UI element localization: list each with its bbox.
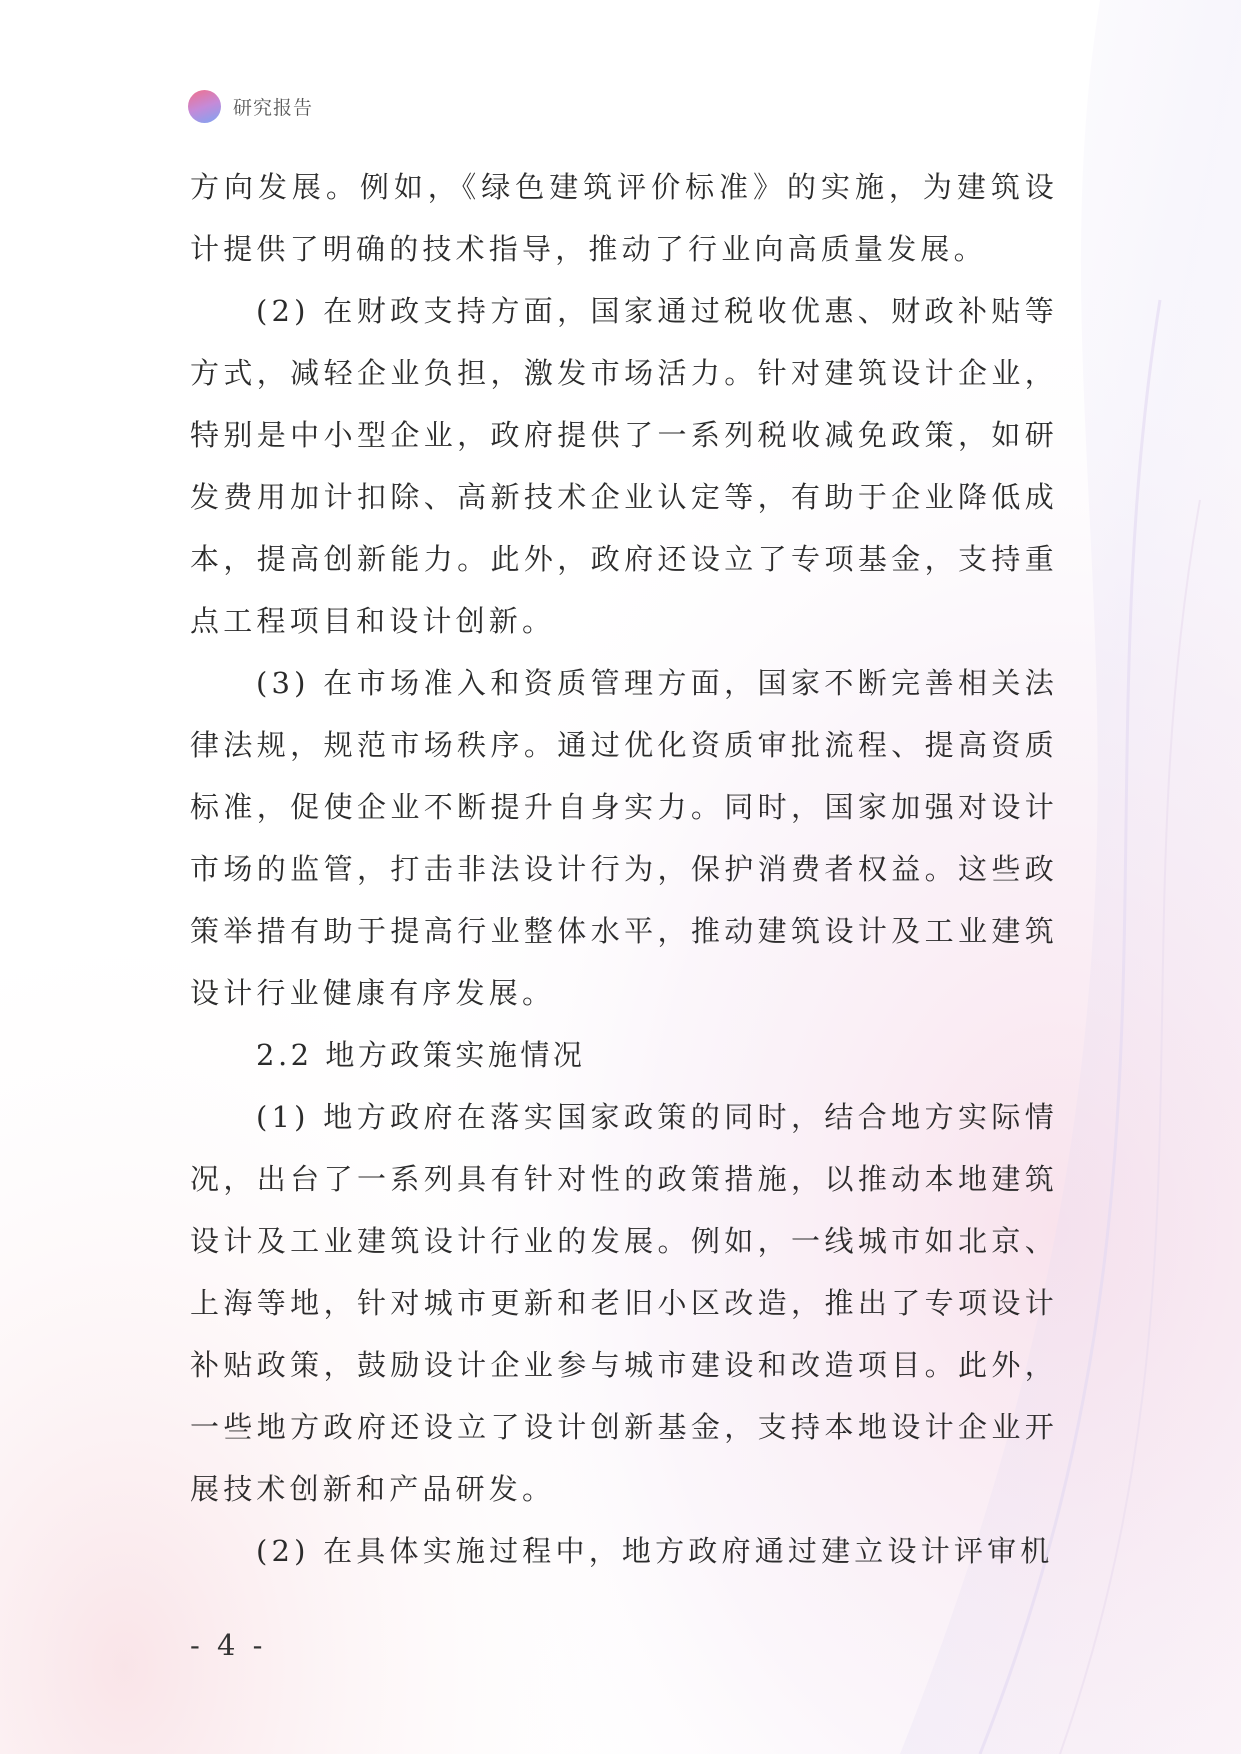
page-number: - 4 - [190, 1628, 267, 1662]
section-heading: 2.2 地方政策实施情况 [256, 1038, 586, 1072]
header-label: 研究报告 [233, 96, 314, 119]
paragraph-market-access: (3) 在市场准入和资质管理方面，国家不断完善相关法律法规，规范市场秩序。通过优化资质审批流程、提高资质标准，促使企业不断提升自身实力。同时，国家加强对设计市场的监管，打击非法设计行为，保护消费者权益。这些政策举措有助于提高行业整体水平，推动建筑设计及工业建筑设计行业健康有序发展。 [190, 666, 1058, 1010]
document-body [190, 156, 1058, 1582]
logo-circle-icon [188, 90, 221, 123]
paragraph-continuation: 方向发展。例如，《绿色建筑评价标准》的实施，为建筑设计提供了明确的技术指导，推动了行业向高质量发展。 [190, 170, 1058, 266]
page-header [188, 88, 313, 124]
paragraph-local-policy: (1) 地方政府在落实国家政策的同时，结合地方实际情况，出台了一系列具有针对性的政策措施，以推动本地建筑设计及工业建筑设计行业的发展。例如，一线城市如北京、上海等地，针对城市更新和老旧小区改造，推出了专项设计补贴政策，鼓励设计企业参与城市建设和改造项目。此外，一些地方政府还设立了设计创新基金，支持本地设计企业开展技术创新和产品研发。 [190, 1100, 1058, 1506]
paragraph-fiscal-support: (2) 在财政支持方面，国家通过税收优惠、财政补贴等方式，减轻企业负担，激发市场活力。针对建筑设计企业，特别是中小型企业，政府提供了一系列税收减免政策，如研发费用加计扣除、高新技术企业认定等，有助于企业降低成本，提高创新能力。此外，政府还设立了专项基金，支持重点工程项目和设计创新。 [190, 294, 1058, 638]
paragraph-implementation: (2) 在具体实施过程中，地方政府通过建立设计评审机 [256, 1534, 1054, 1568]
